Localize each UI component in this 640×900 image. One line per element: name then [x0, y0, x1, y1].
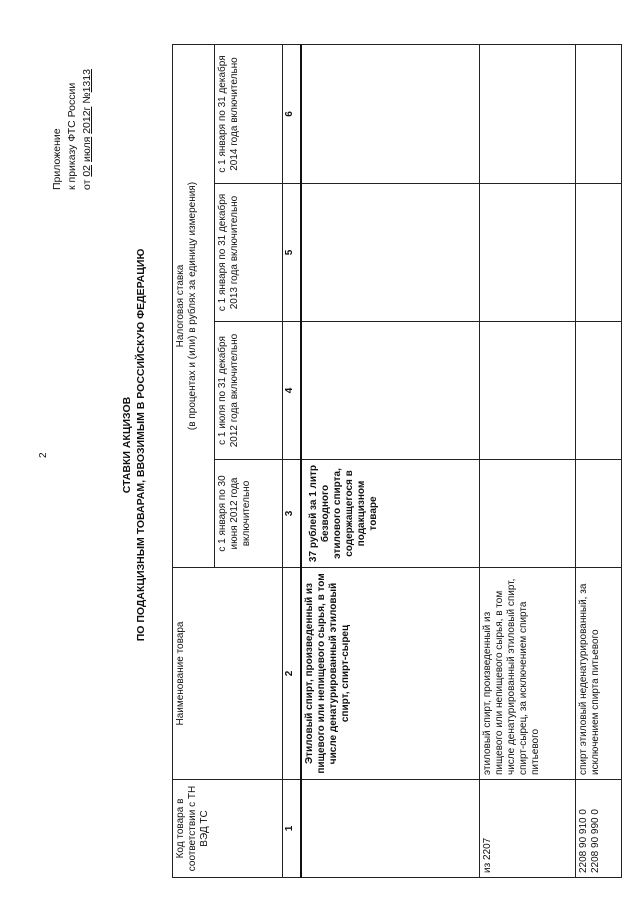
appendix-line2: к приказу ФТС России	[66, 82, 78, 190]
row1-rate-2012-h2	[301, 322, 479, 460]
row3-rate-2012-h1	[576, 460, 622, 568]
header-rate-line1: Налоговая ставка	[175, 264, 186, 348]
appendix-month: июля	[81, 136, 93, 163]
appendix-from: от	[81, 179, 93, 190]
header-rate	[173, 45, 215, 568]
header-period-3: с 1 января по 31 декабря 2013 года включительно	[215, 184, 282, 322]
row1-code	[301, 780, 479, 878]
row2-code: из 2207	[480, 780, 576, 878]
row2-rate-2013	[480, 184, 576, 322]
appendix-date-line	[80, 40, 95, 190]
row3-rate-2012-h2	[576, 322, 622, 460]
header-name: Наименование товара	[173, 568, 283, 780]
table-header-row-1	[173, 45, 215, 878]
row3-name: спирт этиловый неденатурированный, за исключением спирта питьевого	[576, 568, 622, 780]
table-row	[301, 45, 479, 878]
row3-code	[576, 780, 622, 878]
column-number-row	[282, 45, 301, 878]
appendix-no-sign: №	[81, 92, 93, 104]
row3-rate-2014	[576, 45, 622, 184]
column-number: 4	[282, 322, 301, 460]
title-line2: ПО ПОДАКЦИЗНЫМ ТОВАРАМ, ВВОЗИМЫМ В РОССИЙСКУЮ ФЕДЕРАЦИЮ	[135, 248, 147, 642]
header-period-1: с 1 января по 30 июня 2012 года включительно	[215, 460, 282, 568]
appendix-year: 2012г	[81, 106, 93, 134]
row2-name: этиловый спирт, произведенный из пищевого или непищевого сырья, в том числе денатурированный этиловый спирт, спирт-сырец, за исключением спирта питьевого	[480, 568, 576, 780]
row2-rate-2012-h1	[480, 460, 576, 568]
title-line1: СТАВКИ АКЦИЗОВ	[121, 396, 133, 494]
row1-rate-2012-h1: 37 рублей за 1 литр безводного этилового спирта, содержащегося в подакцизном товаре	[301, 460, 479, 568]
column-number: 3	[282, 460, 301, 568]
column-number: 6	[282, 45, 301, 184]
row2-rate-2012-h2	[480, 322, 576, 460]
document-title	[120, 120, 148, 770]
header-period-2: с 1 июля по 31 декабря 2012 года включительно	[215, 322, 282, 460]
appendix-day: 02	[81, 164, 93, 177]
appendix-order-number: 1313	[81, 69, 93, 93]
row2-rate-2014	[480, 45, 576, 184]
column-number: 1	[282, 780, 301, 878]
row3-code-line1: 2208 90 910 0	[578, 809, 590, 873]
page-number: 2	[38, 452, 49, 458]
header-rate-line2: (в процентах и (или) в рублях за единицу измерения)	[187, 181, 198, 431]
row1-name: Этиловый спирт, произведенный из пищевого или непищевого сырья, в том числе денатурированный этиловый спирт, спирт-сырец	[301, 568, 479, 780]
table-row	[576, 45, 622, 878]
excise-rates-table	[172, 44, 622, 878]
appendix-line1: Приложение	[51, 128, 63, 190]
row1-rate-2013	[301, 184, 479, 322]
row3-code-line2: 2208 90 990 0	[590, 809, 602, 873]
header-code: Код товара в соответствии с ТН ВЭД ТС	[173, 780, 283, 878]
column-number: 2	[282, 568, 301, 780]
header-period-4: с 1 января по 31 декабря 2014 года включительно	[215, 45, 282, 184]
column-number: 5	[282, 184, 301, 322]
row1-rate-2014	[301, 45, 479, 184]
row3-rate-2013	[576, 184, 622, 322]
table-row	[480, 45, 576, 878]
appendix-block	[50, 40, 95, 190]
